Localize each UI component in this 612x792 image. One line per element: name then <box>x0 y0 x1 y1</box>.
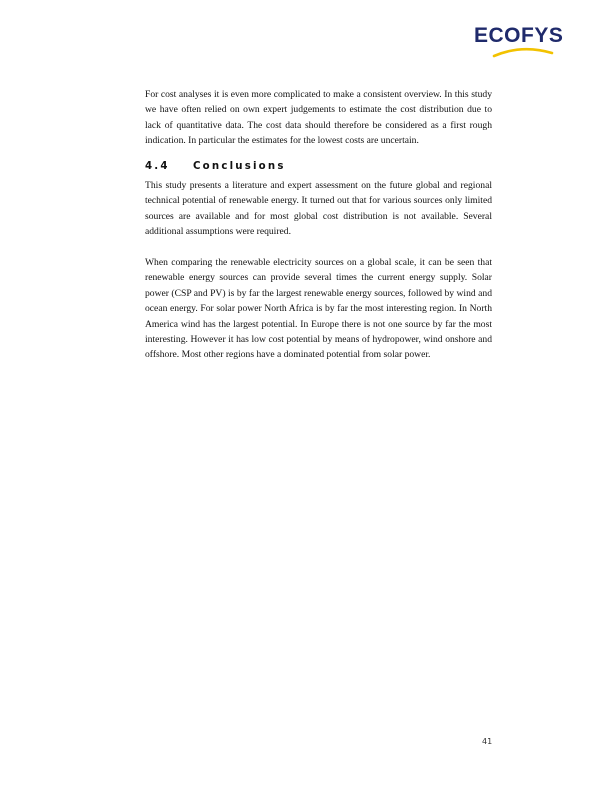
logo-text-fys: FYS <box>521 24 564 47</box>
logo-wordmark <box>474 24 564 48</box>
conclusions-paragraph-2: When comparing the renewable electricity sources on a global scale, it can be seen that renewable energy sources can provide several times the current energy supply. Solar power (CSP and PV) is by far the largest renewable energy sources, followed by wind and ocean energy. For solar power North Africa is by far the most interesting region. In North America wind has the largest potential. In Europe there is not one source by far the most interesting. However it has low cost potential by means of hydropower, wind onshore and offshore. Most other regions have a dominated potential from solar power. <box>145 257 492 361</box>
conclusions-paragraph-1: This study presents a literature and expert assessment on the future global and regional technical potential of renewable energy. It turned out that for various sources only limited sources are available and for most global cost distribution is not available. Several additional assumptions were required. <box>145 180 492 238</box>
section-number: 4.4 <box>145 160 170 172</box>
document-body <box>145 87 492 363</box>
section-title: Conclusions <box>193 160 286 172</box>
logo-swoosh-icon <box>492 46 554 58</box>
page-number: 41 <box>482 737 493 746</box>
logo-text-eco: ECO <box>474 24 522 47</box>
section-heading <box>145 159 492 174</box>
ecofys-logo <box>474 24 564 58</box>
intro-paragraph: For cost analyses it is even more complicated to make a consistent overview. In this study we have often relied on own expert judgements to estimate the cost distribution due to lack of quantitative data. The cost data should therefore be considered as a first rough indication. In particular the estimates for the lowest costs are uncertain. <box>145 89 492 147</box>
